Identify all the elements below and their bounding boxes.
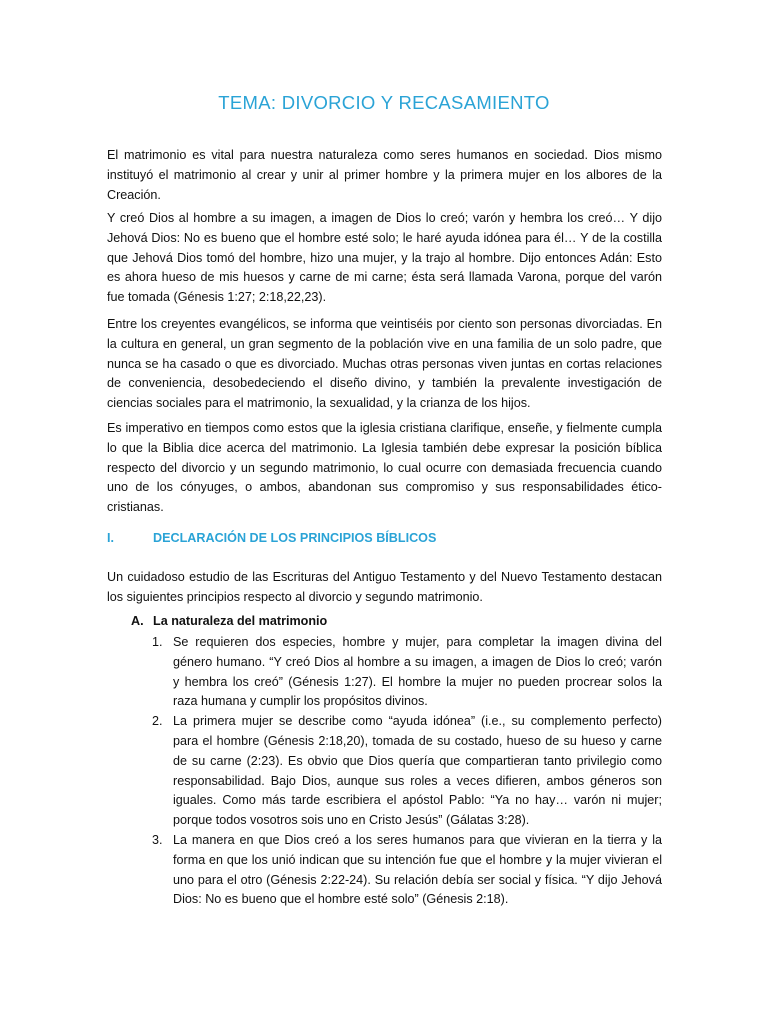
- paragraph-intro: El matrimonio es vital para nuestra naturaleza como seres humanos en sociedad. Dios mismo instituyó el matrimonio al crear y unir al primer hombre y la primera mujer en los albores de la Creación.: [107, 148, 662, 202]
- list-item-text: La primera mujer se describe como “ayuda idónea” (i.e., su complemento perfecto) para el hombre (Génesis 2:18,20), tomada de su costado, hueso de su hueso y carne de su carne (2:23). Es obvio que Dios quería que compartieran tanto privilegio como responsabilidad. Bajo Dios, aunque sus roles a veces difieren, ambos géneros son iguales. Como más tarde escribiera el apóstol Pablo: “Ya no hay… varón ni mujer; porque todos vosotros sois uno en Cristo Jesús” (Gálatas 3:28).: [173, 714, 662, 828]
- subsection-heading: [131, 614, 327, 628]
- section-number: I.: [107, 531, 114, 545]
- principles-list: [152, 633, 662, 910]
- list-item: [152, 712, 662, 831]
- list-item: [152, 831, 662, 910]
- list-item-number: 1.: [152, 635, 163, 649]
- section-title: DECLARACIÓN DE LOS PRINCIPIOS BÍBLICOS: [153, 531, 437, 545]
- paragraph-imperative: Es imperativo en tiempos como estos que la iglesia cristiana clarifique, enseñe, y fielmente cumpla lo que la Biblia dice acerca del matrimonio. La Iglesia también debe expresar la posición bíblica respecto del divorcio y un segundo matrimonio, lo cual ocurre con demasiada frecuencia cuando uno de los cónyuges, o ambos, abandonan sus compromiso y sus responsabilidades ético-cristianas.: [107, 421, 662, 515]
- list-item-number: 3.: [152, 832, 163, 847]
- list-item-text: Se requieren dos especies, hombre y mujer, para completar la imagen divina del género humano. “Y creó Dios al hombre a su imagen, a imagen de Dios lo creó; varón y hembra los creó” (Génesis 1:27). El hombre la mujer no pueden procrear solos la raza humana y cumplir los propósitos divinos.: [173, 635, 662, 709]
- subsection-title: La naturaleza del matrimonio: [153, 614, 328, 628]
- paragraph-scripture-quote: Y creó Dios al hombre a su imagen, a imagen de Dios lo creó; varón y hembra los creó… Y dijo Jehová Dios: No es bueno que el hombre esté solo; le haré ayuda idónea para él… Y de la costilla que Jehová Dios tomó del hombre, hizo una mujer, y la trajo al hombre. Dijo entonces Adán: Esto es ahora hueso de mis huesos y carne de mi carne; ésta será llamada Varona, porque del varón fue tomada (Génesis 1:27; 2:18,22,23).: [107, 211, 662, 305]
- list-item-text: La manera en que Dios creó a los seres humanos para que vivieran en la tierra y la forma en que los unió indican que su intención fue que el hombre y la mujer vivieran el uno para el otro (Génesis 2:22-24). Su relación debía ser social y física. “Y dijo Jehová Dios: No es bueno que el hombre esté solo” (Génesis 2:18).: [173, 832, 662, 907]
- paragraph-statistics: Entre los creyentes evangélicos, se informa que veintiséis por ciento son personas divorciadas. En la cultura en general, un gran segmento de la población vive en una familia de un solo padre, que nunca se ha casado o que es divorciado. Muchas otras personas viven juntas en cortas relaciones de conveniencia, desobedeciendo el diseño divino, y también la prevalente investigación de ciencias sociales para el matrimonio, la sexualidad, y la crianza de los hijos.: [107, 317, 662, 411]
- list-item-number: 2.: [152, 714, 163, 729]
- section-intro-paragraph: Un cuidadoso estudio de las Escrituras del Antiguo Testamento y del Nuevo Testamento destacan los siguientes principios respecto al divorcio y segundo matrimonio.: [107, 570, 662, 604]
- document-title: TEMA: DIVORCIO Y RECASAMIENTO: [218, 92, 550, 113]
- subsection-letter: A.: [131, 614, 144, 628]
- list-item: [152, 633, 662, 712]
- section-heading: [107, 531, 662, 545]
